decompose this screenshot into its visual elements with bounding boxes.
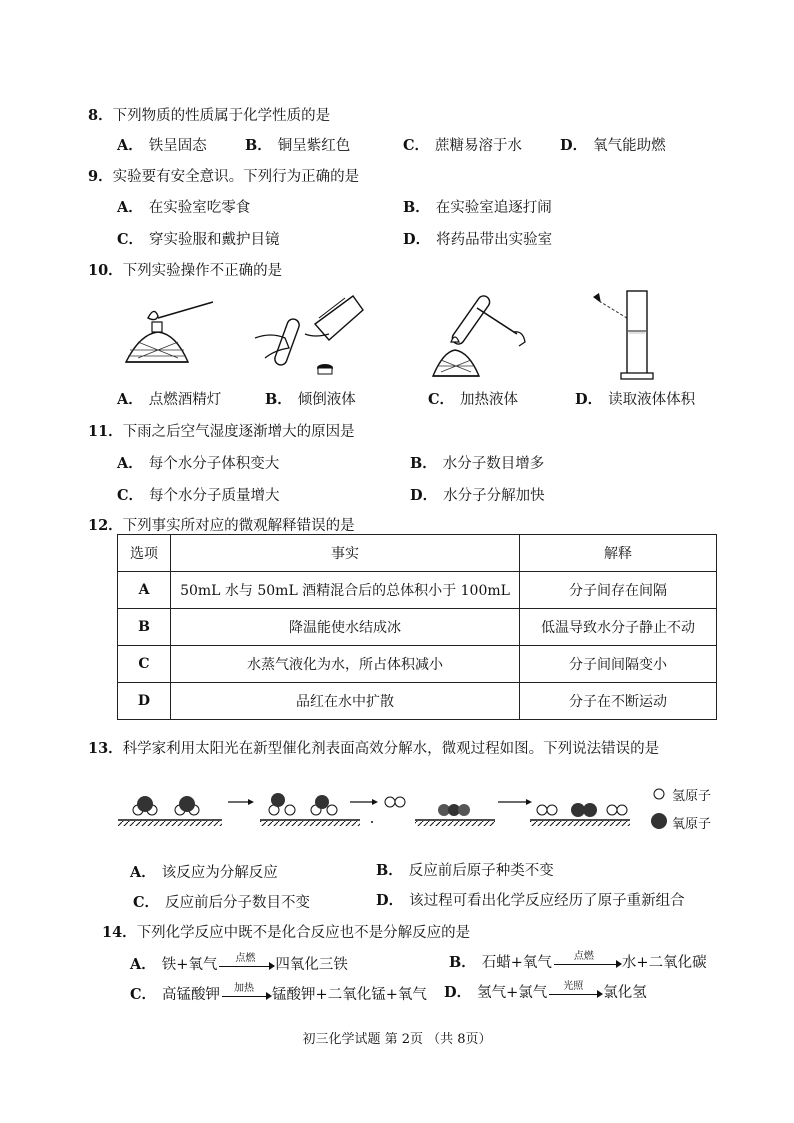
q11-option-c[interactable] xyxy=(117,484,280,505)
option-text: 将药品带出实验室 xyxy=(436,232,553,248)
option-text: 氧气能助燃 xyxy=(593,138,666,154)
question-number: 14． xyxy=(102,924,137,941)
option-text: 铜呈紫红色 xyxy=(277,138,351,154)
heating-liquid-figure xyxy=(425,286,535,384)
page-footer: 初三化学试题 第 2页 （共 8页） xyxy=(302,1032,492,1047)
option-label: B． xyxy=(403,199,430,216)
q9-option-d[interactable] xyxy=(403,228,552,249)
oxygen-legend-label: 氧原子 xyxy=(672,817,712,832)
q10-option-d[interactable] xyxy=(575,388,695,409)
option-label: D． xyxy=(376,892,404,909)
option-label: A． xyxy=(130,864,156,881)
reactants: 氢气+氯气 xyxy=(477,985,548,1001)
q14-option-d[interactable] xyxy=(444,981,647,1002)
question-number: 13． xyxy=(88,740,123,757)
question-11-stem xyxy=(88,420,355,441)
row-fact: 降温能使水结成冰 xyxy=(171,609,520,646)
table-row[interactable] xyxy=(118,683,717,720)
q13-option-c[interactable] xyxy=(133,891,310,912)
option-text: 水分子数目增多 xyxy=(442,456,545,472)
reaction-arrow xyxy=(217,953,275,972)
q11-option-a[interactable] xyxy=(117,452,279,473)
option-label: D． xyxy=(575,391,603,408)
hydrogen-legend-label: 氢原子 xyxy=(672,789,712,804)
q8-option-d[interactable] xyxy=(560,134,666,155)
q9-option-a[interactable] xyxy=(117,196,250,217)
option-label: B． xyxy=(410,455,437,472)
table-row[interactable] xyxy=(118,609,717,646)
q10-option-c[interactable] xyxy=(428,388,518,409)
header-option: 选项 xyxy=(118,535,171,572)
row-explanation: 低温导致水分子静止不动 xyxy=(520,609,717,646)
question-text: 科学家利用太阳光在新型催化剂表面高效分解水，微观过程如图。下列说法错误的是 xyxy=(122,741,660,757)
header-fact: 事实 xyxy=(171,535,520,572)
option-text: 穿实验服和戴护目镜 xyxy=(149,232,280,248)
products: 四氧化三铁 xyxy=(275,957,348,973)
explanation-table xyxy=(117,534,717,720)
q11-option-d[interactable] xyxy=(410,484,545,505)
row-option: C xyxy=(118,646,171,683)
q13-option-b[interactable] xyxy=(376,859,554,880)
option-text: 蔗糖易溶于水 xyxy=(435,138,523,154)
option-text: 在实验室吃零食 xyxy=(148,200,251,216)
reactants: 铁+氧气 xyxy=(161,957,218,973)
option-label: D． xyxy=(410,487,438,504)
row-explanation: 分子在不断运动 xyxy=(520,683,717,720)
reaction-condition: 光照 xyxy=(563,981,584,992)
option-text: 每个水分子质量增大 xyxy=(149,488,280,504)
option-label: C． xyxy=(130,986,157,1003)
option-text: 点燃酒精灯 xyxy=(148,392,222,408)
question-10-stem xyxy=(88,259,282,280)
header-explanation: 解释 xyxy=(520,535,717,572)
option-label: C． xyxy=(117,487,144,504)
option-label: A． xyxy=(117,455,143,472)
row-fact: 50mL 水与 50mL 酒精混合后的总体积小于 100mL xyxy=(171,572,520,609)
oxygen-atom-legend-icon xyxy=(650,812,668,830)
pouring-liquid-figure xyxy=(245,288,365,384)
option-text: 水分子分解加快 xyxy=(443,488,545,504)
row-explanation: 分子间间隔变小 xyxy=(520,646,717,683)
option-label: B． xyxy=(376,862,403,879)
option-text: 铁呈固态 xyxy=(148,138,207,154)
option-text: 反应前后原子种类不变 xyxy=(408,863,554,879)
reaction-condition: 点燃 xyxy=(573,951,594,962)
q8-option-b[interactable] xyxy=(245,134,350,155)
q14-option-c[interactable] xyxy=(130,983,427,1004)
option-text: 每个水分子体积变大 xyxy=(148,456,280,472)
question-number: 11． xyxy=(88,423,123,440)
question-9-stem xyxy=(88,165,359,186)
question-number: 12． xyxy=(88,517,123,534)
option-text: 加热液体 xyxy=(460,392,519,408)
option-label: D． xyxy=(560,137,588,154)
reactants: 高锰酸钾 xyxy=(162,987,221,1003)
question-12-stem xyxy=(88,514,355,535)
option-label: A． xyxy=(117,137,143,154)
question-number: 9． xyxy=(88,168,113,185)
table-row[interactable] xyxy=(118,646,717,683)
question-14-stem xyxy=(102,921,470,942)
option-label: B． xyxy=(245,137,272,154)
alcohol-lamp-lighting-figure xyxy=(118,288,228,380)
q11-option-b[interactable] xyxy=(410,452,544,473)
question-8-stem xyxy=(88,104,330,125)
table-header-row xyxy=(118,535,717,572)
option-label: B． xyxy=(265,391,292,408)
hydrogen-atom-legend-icon xyxy=(652,787,666,801)
question-13-stem xyxy=(88,737,659,758)
q13-option-a[interactable] xyxy=(130,861,278,882)
option-label: A． xyxy=(130,956,156,973)
row-fact: 品红在水中扩散 xyxy=(171,683,520,720)
q14-option-a[interactable] xyxy=(130,953,348,974)
row-option: B xyxy=(118,609,171,646)
water-decomposition-diagram xyxy=(110,780,650,830)
option-label: C． xyxy=(403,137,430,154)
option-label: A． xyxy=(117,199,143,216)
question-text: 下列实验操作不正确的是 xyxy=(122,263,283,279)
products: 水+二氧化碳 xyxy=(621,955,707,971)
row-fact: 水蒸气液化为水，所占体积减小 xyxy=(171,646,520,683)
question-number: 10． xyxy=(88,262,123,279)
option-text: 反应前后分子数目不变 xyxy=(165,895,311,911)
q13-option-d[interactable] xyxy=(376,889,685,910)
option-label: A． xyxy=(117,391,143,408)
question-text: 实验要有安全意识。下列行为正确的是 xyxy=(112,169,360,185)
reaction-condition: 加热 xyxy=(234,983,255,994)
option-label: D． xyxy=(403,231,431,248)
question-text: 下列事实所对应的微观解释错误的是 xyxy=(122,518,355,534)
option-text: 在实验室追逐打闹 xyxy=(435,200,552,216)
question-text: 下雨之后空气湿度逐渐增大的原因是 xyxy=(122,424,355,440)
option-label: C． xyxy=(133,894,160,911)
products: 氯化氢 xyxy=(603,985,647,1001)
option-text: 倾倒液体 xyxy=(297,392,356,408)
option-label: C． xyxy=(428,391,455,408)
row-explanation: 分子间存在间隔 xyxy=(520,572,717,609)
products: 锰酸钾+二氧化锰+氧气 xyxy=(272,987,427,1003)
reactants: 石蜡+氧气 xyxy=(481,955,552,971)
option-text: 该反应为分解反应 xyxy=(161,865,278,881)
question-text: 下列物质的性质属于化学性质的是 xyxy=(112,108,331,124)
reading-volume-figure xyxy=(585,285,665,385)
option-text: 该过程可看出化学反应经历了原子重新组合 xyxy=(409,893,685,909)
row-option: A xyxy=(118,572,171,609)
q10-option-b[interactable] xyxy=(265,388,356,409)
q14-option-b[interactable] xyxy=(449,951,707,972)
reaction-arrow xyxy=(220,983,272,1002)
q8-option-a[interactable] xyxy=(117,134,207,155)
option-text: 读取液体体积 xyxy=(608,392,696,408)
question-text: 下列化学反应中既不是化合反应也不是分解反应的是 xyxy=(136,925,471,941)
q9-option-c[interactable] xyxy=(117,228,280,249)
q8-option-c[interactable] xyxy=(403,134,522,155)
row-option: D xyxy=(118,683,171,720)
table-row[interactable] xyxy=(118,572,717,609)
q9-option-b[interactable] xyxy=(403,196,552,217)
q10-option-a[interactable] xyxy=(117,388,221,409)
option-label: D． xyxy=(444,984,472,1001)
question-number: 8． xyxy=(88,107,113,124)
option-label: B． xyxy=(449,954,476,971)
reaction-arrow xyxy=(547,981,603,1000)
option-label: C． xyxy=(117,231,144,248)
reaction-arrow xyxy=(552,951,622,970)
reaction-condition: 点燃 xyxy=(235,953,256,964)
